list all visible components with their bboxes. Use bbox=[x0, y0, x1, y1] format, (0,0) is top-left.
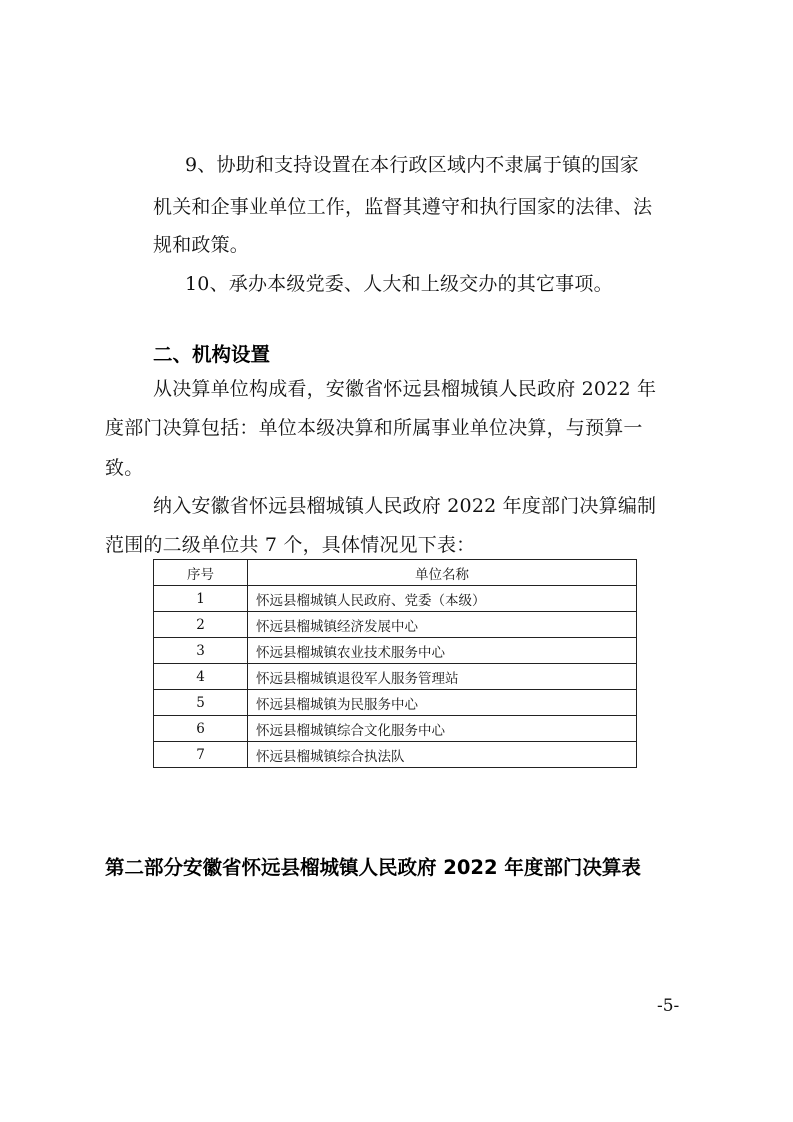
header-serial: 序号 bbox=[154, 560, 248, 586]
table-row bbox=[154, 716, 637, 742]
row-number: 4 bbox=[154, 664, 248, 690]
body-line-1: 9、协助和支持设置在本行政区域内不隶属于镇的国家 bbox=[185, 154, 639, 176]
row-number: 7 bbox=[154, 742, 248, 768]
header-unit-name: 单位名称 bbox=[248, 560, 637, 586]
row-unit-name: 怀远县榴城镇经济发展中心 bbox=[248, 612, 637, 638]
row-number: 6 bbox=[154, 716, 248, 742]
table-row bbox=[154, 664, 637, 690]
section-line-4: 纳入安徽省怀远县榴城镇人民政府 2022 年度部门决算编制 bbox=[153, 495, 657, 517]
table-row bbox=[154, 586, 637, 612]
section-heading: 二、机构设置 bbox=[153, 343, 271, 366]
section-line-5: 范围的二级单位共 7 个，具体情况见下表： bbox=[105, 534, 476, 556]
table-row bbox=[154, 690, 637, 716]
section-line-1: 从决算单位构成看，安徽省怀远县榴城镇人民政府 2022 年 bbox=[153, 378, 657, 400]
page-number: -5- bbox=[657, 996, 680, 1016]
body-line-4: 10、承办本级党委、人大和上级交办的其它事项。 bbox=[185, 273, 613, 295]
row-unit-name: 怀远县榴城镇退役军人服务管理站 bbox=[248, 664, 637, 690]
row-number: 3 bbox=[154, 638, 248, 664]
table-row bbox=[154, 612, 637, 638]
table-row bbox=[154, 742, 637, 768]
body-line-3: 规和政策。 bbox=[153, 234, 250, 256]
body-line-2: 机关和企事业单位工作，监督其遵守和执行国家的法律、法 bbox=[153, 196, 653, 218]
row-unit-name: 怀远县榴城镇综合文化服务中心 bbox=[248, 716, 637, 742]
row-number: 5 bbox=[154, 690, 248, 716]
row-unit-name: 怀远县榴城镇农业技术服务中心 bbox=[248, 638, 637, 664]
section-line-3: 致。 bbox=[105, 457, 144, 479]
table-row bbox=[154, 638, 637, 664]
row-number: 2 bbox=[154, 612, 248, 638]
section-line-2: 度部门决算包括：单位本级决算和所属事业单位决算，与预算一 bbox=[105, 417, 643, 439]
part-title: 第二部分安徽省怀远县榴城镇人民政府 2022 年度部门决算表 bbox=[105, 856, 641, 879]
row-number: 1 bbox=[154, 586, 248, 612]
table-header-row bbox=[154, 560, 637, 586]
units-table bbox=[153, 559, 637, 768]
row-unit-name: 怀远县榴城镇为民服务中心 bbox=[248, 690, 637, 716]
row-unit-name: 怀远县榴城镇人民政府、党委（本级） bbox=[248, 586, 637, 612]
row-unit-name: 怀远县榴城镇综合执法队 bbox=[248, 742, 637, 768]
